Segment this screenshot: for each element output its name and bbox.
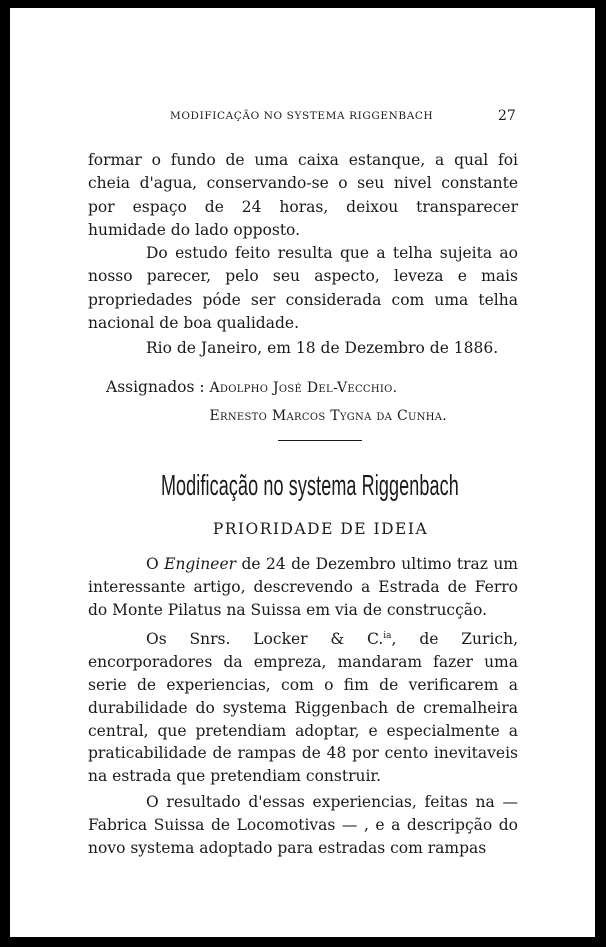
continued-text-block bbox=[88, 149, 518, 361]
p1-rest: de 24 de Dezembro ultimo traz um interessante artigo, descrevendo a Estrada de Ferro do Monte Pilatus na Suissa em via de construcção. bbox=[88, 555, 518, 619]
section-divider bbox=[278, 440, 362, 441]
signature-names bbox=[210, 374, 448, 430]
article-paragraph-2 bbox=[88, 625, 518, 789]
page-number: 27 bbox=[498, 108, 516, 124]
p2-superscript: ia bbox=[383, 630, 392, 641]
paragraph-conclusion: Do estudo feito resulta que a telha sujeita ao nosso parecer, pelo seu aspecto, leveza e mais propriedades póde ser considerada com uma telha nacional de boa qualidade. bbox=[88, 244, 518, 333]
article-body bbox=[88, 553, 518, 863]
article-paragraph-1 bbox=[88, 553, 518, 622]
journal-name: Engineer bbox=[164, 555, 237, 573]
signature-label: Assignados : bbox=[106, 378, 205, 396]
book-page bbox=[10, 8, 595, 937]
p2-rest: , de Zurich, encorporadores da empreza, mandaram fazer uma serie de experiencias, com o fim de verificarem a durabilidade do systema Riggenbach de cremalheira central, que pretendiam adoptar, e especialmente a praticabilidade de rampas de 48 por cento inevitaveis na estrada que pretendiam construir. bbox=[88, 629, 518, 786]
signatory-1: Adolpho José Del-Vecchio. bbox=[209, 380, 398, 396]
article-title: Modificação no systema Riggenbach bbox=[160, 470, 459, 502]
signatory-2: Ernesto Marcos Tygna da Cunha. bbox=[209, 408, 448, 424]
page-header bbox=[10, 108, 595, 128]
article-subtitle: PRIORIDADE DE IDEIA bbox=[212, 520, 429, 538]
p2-start: Os Snrs. Locker & C. bbox=[146, 629, 384, 648]
p1-prefix: O bbox=[146, 555, 165, 573]
paragraph-continued: formar o fundo de uma caixa estanque, a qual foi cheia d'agua, conservando-se o seu nivel constante por espaço de 24 horas, deixou transparecer humidade do lado opposto. bbox=[88, 151, 518, 239]
date-line: Rio de Janeiro, em 18 de Dezembro de 1886. bbox=[146, 339, 499, 358]
signature-block bbox=[106, 374, 447, 430]
article-paragraph-3: O resultado d'essas experiencias, feitas na — Fabrica Suissa de Locomotivas — , e a descripção do novo systema adoptado para estradas com rampas bbox=[88, 793, 518, 858]
running-head: MODIFICAÇÃO NO SYSTEMA RIGGENBACH bbox=[170, 110, 434, 122]
